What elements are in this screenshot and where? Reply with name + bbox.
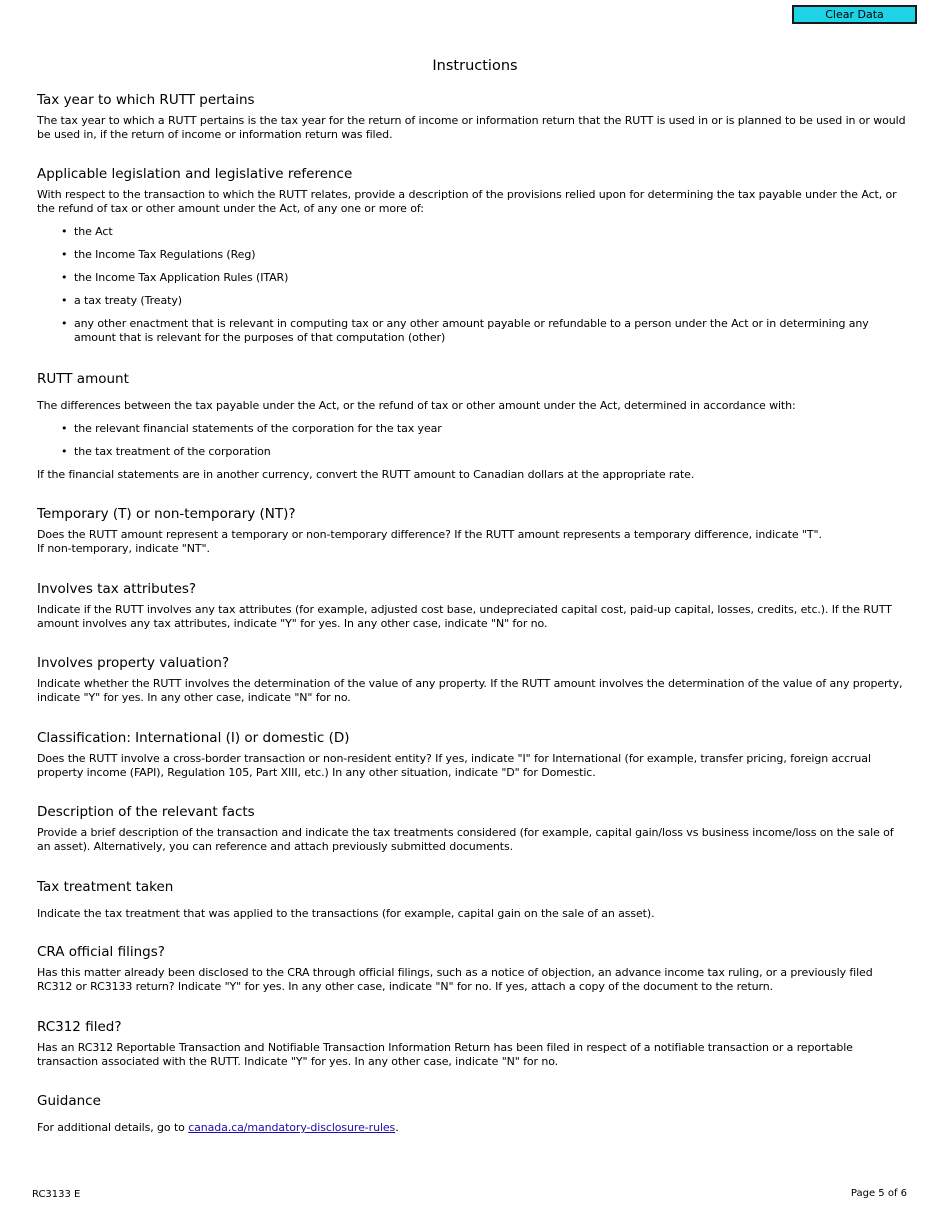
- bullet-icon: •: [61, 445, 68, 458]
- bullet-icon: •: [61, 248, 68, 261]
- section-classification: [37, 730, 909, 780]
- bullet-icon: •: [61, 225, 68, 238]
- section-heading: RUTT amount: [37, 371, 129, 387]
- section-cra-filings: [37, 944, 909, 994]
- bullet-icon: •: [61, 271, 68, 284]
- section-body: The tax year to which a RUTT pertains is the tax year for the return of income or information return that the RUTT is used in or is planned to be used in or would be used in, if the return of income or information return was filed.: [37, 114, 906, 141]
- form-id: RC3133 E: [32, 1189, 81, 1200]
- section-body: Does the RUTT involve a cross-border transaction or non-resident entity? If yes, indicate "I" for International (for example, transfer pricing, foreign accrual property income (FAPI), Regulation 105, Part XIII, etc.) In any other situation, indicate "D" for Domestic.: [37, 752, 871, 779]
- page-title: Instructions: [432, 58, 518, 74]
- section-body: With respect to the transaction to which the RUTT relates, provide a description of the provisions relied upon for determining the tax payable under the Act, or the refund of tax or other amount under the Act, of any one or more of:: [37, 188, 897, 215]
- rutt-amount-list: [37, 422, 909, 459]
- section-body-2: If non-temporary, indicate "NT".: [37, 542, 210, 555]
- section-heading: Description of the relevant facts: [37, 804, 255, 820]
- section-temporary: [37, 506, 909, 556]
- section-heading: Tax year to which RUTT pertains: [37, 92, 255, 108]
- section-heading: Tax treatment taken: [37, 879, 174, 895]
- section-heading: Guidance: [37, 1093, 101, 1109]
- mandatory-disclosure-link[interactable]: canada.ca/mandatory-disclosure-rules: [188, 1121, 396, 1134]
- list-item: • the relevant financial statements of the corporation for the tax year: [61, 422, 442, 435]
- section-heading: RC312 filed?: [37, 1019, 122, 1035]
- section-body: Indicate the tax treatment that was applied to the transactions (for example, capital gain on the sale of an asset).: [37, 907, 655, 920]
- list-item: • the Income Tax Regulations (Reg): [61, 248, 256, 261]
- section-property-valuation: [37, 655, 909, 705]
- list-item: • a tax treaty (Treaty): [61, 294, 182, 307]
- list-item: • the Act: [61, 225, 113, 238]
- section-tax-attributes: [37, 581, 909, 631]
- clear-data-button[interactable]: Clear Data: [792, 5, 917, 24]
- section-heading: Involves tax attributes?: [37, 581, 197, 597]
- section-heading: Classification: International (I) or domestic (D): [37, 730, 350, 746]
- section-heading: Involves property valuation?: [37, 655, 230, 671]
- bullet-icon: •: [61, 317, 68, 330]
- page-number: Page 5 of 6: [850, 1188, 907, 1199]
- legislation-list: [37, 225, 909, 345]
- section-body: For additional details, go to canada.ca/mandatory-disclosure-rules.: [37, 1121, 399, 1134]
- section-treatment: [37, 879, 909, 921]
- section-tax-year: [37, 92, 909, 142]
- section-body: Has an RC312 Reportable Transaction and Notifiable Transaction Information Return has been filed in respect of a notifiable transaction or a reportable transaction associated with the RUTT. Indicate "Y" for yes. In any other case, indicate "N" for no.: [37, 1041, 853, 1068]
- section-body: Has this matter already been disclosed to the CRA through official filings, such as a notice of objection, an advance income tax ruling, or a previously filed RC312 or RC3133 return? Indicate "Y" for yes. In any other case, indicate "N" for no. If yes, attach a copy of the document to the return.: [37, 966, 873, 993]
- section-rc312: [37, 1019, 909, 1069]
- section-facts: [37, 804, 909, 854]
- list-item: • the Income Tax Application Rules (ITAR): [61, 271, 289, 284]
- bullet-icon: •: [61, 294, 68, 307]
- section-body: Indicate whether the RUTT involves the determination of the value of any property. If the RUTT amount involves the determination of the value of any property, indicate "Y" for yes. In any other case, indicate "N" for no.: [37, 677, 903, 704]
- section-heading: Applicable legislation and legislative reference: [37, 166, 353, 182]
- section-heading: CRA official filings?: [37, 944, 165, 960]
- section-body: Provide a brief description of the transaction and indicate the tax treatments considered (for example, capital gain/loss vs business income/loss on the sale of an asset). Alternatively, you can reference and attach previously submitted documents.: [37, 826, 894, 853]
- section-rutt-amount: [37, 371, 909, 482]
- section-body: The differences between the tax payable under the Act, or the refund of tax or other amount under the Act, determined in accordance with:: [37, 399, 796, 412]
- section-body: Indicate if the RUTT involves any tax attributes (for example, adjusted cost base, undepreciated capital cost, paid-up capital, losses, credits, etc.). If the RUTT amount involves any tax attributes, indicate "Y" for yes. In any other case, indicate "N" for no.: [37, 603, 892, 630]
- section-body: Does the RUTT amount represent a temporary or non-temporary difference? If the RUTT amount represents a temporary difference, indicate "T".: [37, 528, 822, 541]
- list-item: • any other enactment that is relevant in computing tax or any other amount payable or refundable to a person under the Act or in determining any amount that is relevant for the purposes of that computation (other): [61, 317, 869, 344]
- bullet-icon: •: [61, 422, 68, 435]
- section-note: If the financial statements are in another currency, convert the RUTT amount to Canadian dollars at the appropriate rate.: [37, 468, 695, 481]
- list-item: • the tax treatment of the corporation: [61, 445, 271, 458]
- section-legislation: [37, 166, 909, 345]
- section-guidance: [37, 1093, 909, 1135]
- section-heading: Temporary (T) or non-temporary (NT)?: [37, 506, 296, 522]
